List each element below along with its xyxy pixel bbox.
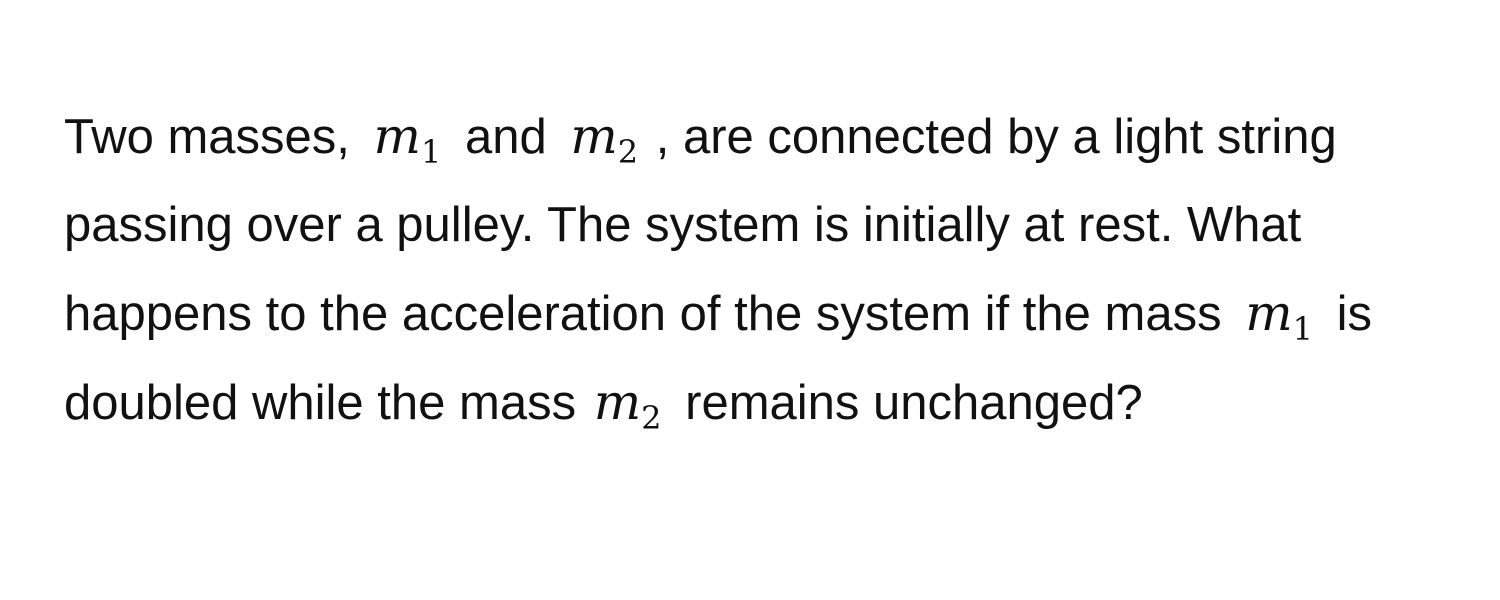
mass-m2-subscript: 2 (617, 133, 639, 171)
mass-m2-letter: m (570, 107, 618, 165)
mass-m1-letter: m (373, 107, 421, 165)
question-segment-4: is doubled while the mass (64, 287, 1372, 430)
mass-m2-subscript-repeat: 2 (641, 399, 662, 437)
mass-m1-subscript: 1 (420, 133, 442, 171)
question-segment-2: and (464, 110, 547, 164)
mass-m1-subscript-repeat: 1 (1292, 310, 1313, 348)
mass-m2-letter-repeat: m (593, 373, 642, 431)
mass-m1-symbol (373, 107, 442, 171)
question-segment-3: , are connected by a light string passing over a pulley. The system is initially at rest. What happens to the acceleration of the system if the mass (64, 110, 1337, 341)
mass-m2-symbol-repeat (593, 373, 662, 437)
question-segment-5: remains unchanged? (685, 376, 1143, 430)
mass-m2-symbol (570, 107, 639, 171)
mass-m1-letter-repeat: m (1245, 284, 1293, 342)
mass-m1-symbol-repeat (1245, 284, 1313, 348)
question-text (64, 92, 1440, 447)
question-segment-1: Two masses, (64, 110, 350, 164)
